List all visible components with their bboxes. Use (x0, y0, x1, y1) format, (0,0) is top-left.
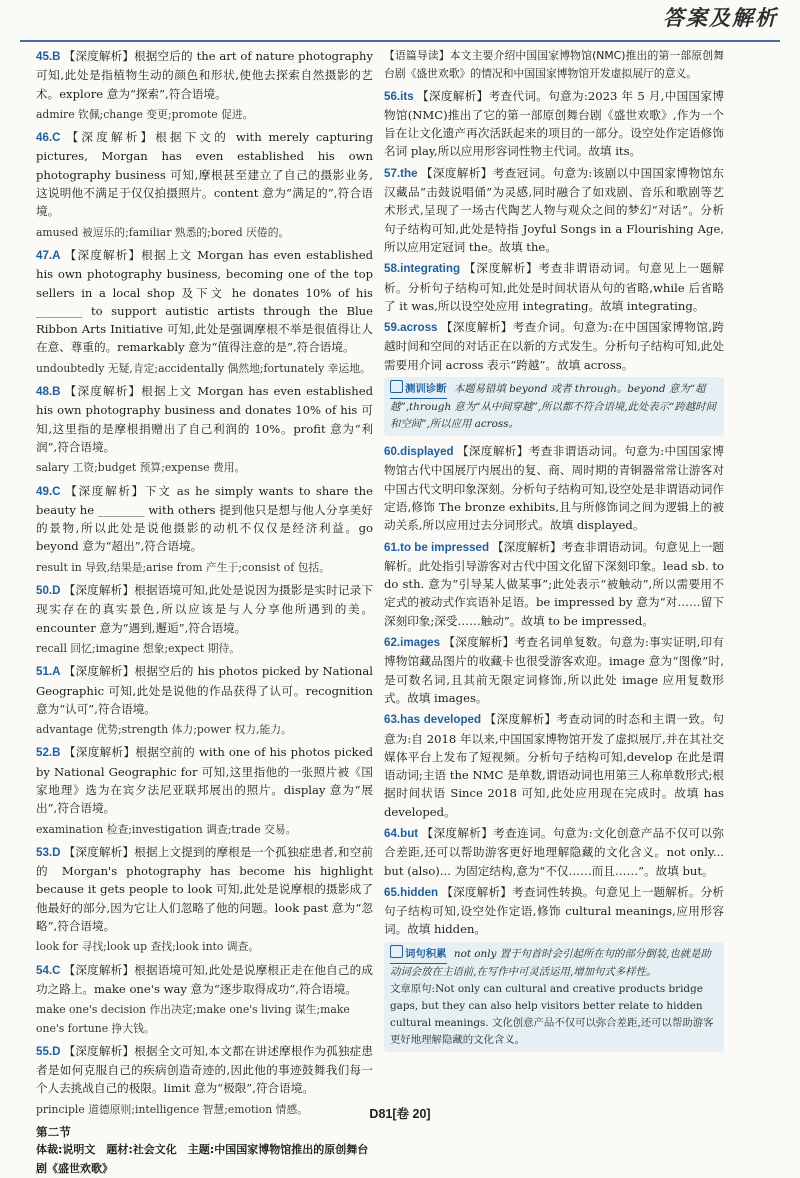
item-number: 57. (384, 166, 401, 180)
item-vocab: result in 导致,结果是;arise from 产生于;consist of 包括。 (36, 560, 331, 574)
item-vocab: admire 钦佩;change 变更;promote 促进。 (36, 107, 254, 121)
item-answer: C (52, 131, 61, 145)
left-items (36, 47, 373, 1119)
diagnosis-text: 本题易错填 beyond 或者 through。beyond 意为“超越”,through 意为“从中间穿越”,所以都不符合语境,此处表示“跨越时间和空间”,所以应用 across。 (390, 383, 716, 431)
phrase-box (384, 942, 724, 1052)
item-vocab: principle 道德原则;intelligence 智慧;emotion 情感。 (36, 1102, 309, 1116)
answer-item (384, 318, 724, 374)
item-answer: C (52, 963, 61, 977)
diagnosis-label: 测训诊断 (390, 380, 447, 399)
item-number: 55. (36, 1044, 53, 1058)
left-column (36, 47, 373, 1178)
item-answer: D (52, 1044, 61, 1058)
item-number: 63. (384, 713, 401, 727)
item-answer: its (400, 89, 414, 103)
header-title: 答案及解析 (663, 5, 778, 30)
item-vocab: make one's decision 作出决定;make one's living 谋生;make one's fortune 挣大钱。 (36, 1003, 350, 1035)
item-answer: A (52, 665, 61, 679)
item-number: 56. (384, 89, 401, 103)
header-rule (20, 40, 780, 42)
answer-item (36, 47, 373, 103)
item-vocab: undoubtedly 无疑,肯定;accidentally 偶然地;fortunately 幸运地。 (36, 361, 371, 375)
item-number: 64. (384, 826, 401, 840)
item-explanation: 【深度解析】根据上文 Morgan has even established his own photography business and donates 10% of his 可知,这里指的是摩根捐赠出了自己利润的 10%。profit 意为“利润”,符合语境。 (36, 384, 373, 454)
answer-item (36, 743, 373, 817)
item-answer: C (52, 484, 61, 498)
item-number: 61. (384, 540, 401, 554)
pencil-icon (390, 945, 403, 958)
item-number: 58. (384, 262, 401, 276)
answer-item (384, 883, 724, 939)
answer-item (36, 482, 373, 556)
item-answer: B (52, 746, 61, 760)
item-number: 52. (36, 746, 53, 760)
diagnosis-box (384, 377, 724, 436)
item-number: 62. (384, 636, 401, 650)
answer-item (36, 662, 373, 718)
item-answer: hidden (400, 885, 439, 899)
answer-item (384, 164, 724, 256)
item-explanation: 【深度解析】考查非谓语动词。句意见上一题解析。此处指引导游客对古代中国文化留下深刻印象。lead sb. to do sth. 意为“引导某人做某事”;此处表示“被触动”,所以需要用不定式的被动式作宾语补足语。be impressed by 意为“对……留下深刻印象;深受……触动”。故填 to be impressed。 (384, 539, 724, 628)
item-explanation: 【深度解析】考查代词。句意为:2023 年 5 月,中国国家博物馆(NMC)推出了它的第一部原创舞台剧《盛世欢歌》,作为一个旨在让文化遗产再次活跃起来的项目的一部分。设空处作定语修饰名词 play,所以应用形容词性物主代词。故填 its。 (384, 88, 724, 159)
item-explanation: 【深度解析】下文 as he simply wants to share the beauty he ________ with others 提到他只是想与他人分享美好的景物,所以此处是说他摄影的动机不仅仅是经济利益。go beyond 意为“超出”,符合语境。 (36, 483, 373, 554)
item-number: 59. (384, 321, 401, 335)
item-explanation: 【深度解析】考查名词单复数。句意为:事实证明,印有博物馆藏品图片的收藏卡也很受游客欢迎。image 意为“图像”时,是可数名词,且其前无限定词修饰,所以此处 image 应用复数形式。故填 images。 (384, 635, 724, 705)
item-explanation: 【深度解析】考查非谓语动词。句意为:中国国家博物馆古代中国展厅内展出的复、商、周时期的青铜器常常让游客对中国古代文明印象深刻。分析句子结构可知,设空处是非谓语动词作定语,修饰 The bronze exhibits,且与所修饰词之间为逻辑上的被动关系,所以应用过去分词形式。故填 displayed。 (384, 444, 724, 533)
item-answer: B (52, 385, 61, 399)
item-number: 53. (36, 845, 53, 859)
answer-item (384, 87, 724, 161)
section-heading: 第二节 (36, 1125, 71, 1140)
item-vocab: salary 工资;budget 预算;expense 费用。 (36, 461, 246, 475)
phrase-text: not only 置于句首时会引起所在句的部分倒装,也就是助动词会放在主语前,在写作中可灵活运用,增加句式多样性。 (390, 947, 711, 978)
answer-item (384, 442, 724, 534)
item-explanation: 【深度解析】考查连词。句意为:文化创意产品不仅可以弥合差距,还可以帮助游客更好地理解隐藏的文化含义。not only... but (also)... 为固定结构,意为“不仅……而且……”。故填 but。 (384, 825, 724, 878)
item-vocab: amused 被逗乐的;familiar 熟悉的;bored 厌倦的。 (36, 225, 290, 239)
answer-item (36, 843, 373, 935)
item-number: 54. (36, 963, 53, 977)
item-explanation: 【深度解析】考查介词。句意为:在中国国家博物馆,跨越时间和空间的对话正在以新的方式发生。分析句子结构可知,此处需要用介词 across 表示“跨越”。故填 across。 (384, 320, 724, 372)
item-answer: B (52, 50, 61, 63)
answer-item (384, 633, 724, 707)
item-explanation: 【深度解析】考查动词的时态和主谓一致。句意为:自 2018 年以来,中国国家博物馆开发了虚拟展厅,并在其社交媒体平台上发布了短视频。分析句子结构可知,develop 在此是谓语动词;主语 the NMC 是单数,谓语动词也用第三人称单数形式;根据时间状语 Since 2018 可知,此处应用现在完成时。故填 has developed。 (384, 712, 724, 819)
item-number: 51. (36, 665, 53, 679)
item-vocab: recall 回忆;imagine 想象;expect 期待。 (36, 641, 241, 655)
item-answer: integrating (400, 262, 461, 276)
item-answer: D (52, 845, 61, 859)
item-explanation: 【深度解析】根据语境可知,此处是说摩根正走在他自己的成功之路上。make one's way 意为“逐步取得成功”,符合语境。 (36, 962, 373, 996)
answer-item (384, 710, 724, 821)
item-answer: displayed (400, 445, 454, 459)
phrase-example: 文章原句:Not only can cultural and creative products bridge gaps, but they can also help visitors better relate to hidden cultural meanings. 文化创意产品不仅可以弥合差距,还可以帮助游客更好地理解隐藏的文化含义。 (390, 982, 714, 1046)
item-explanation: 【深度解析】根据空后的 his photos picked by National Geographic 可知,此处是说他的作品获得了认可。recognition 意为“认可”,符合语境。 (36, 664, 373, 716)
item-explanation: 【深度解析】根据全文可知,本文都在讲述摩根作为孤独症患者是如何克服自己的疾病创造奇迹的,因此他的事迹鼓舞我们每一个人去挑战自己的极限。limit 意为“极限”,符合语境。 (36, 1043, 373, 1096)
item-number: 49. (36, 484, 53, 498)
answer-item (36, 1042, 373, 1098)
item-number: 50. (36, 584, 53, 598)
item-explanation: 【深度解析】根据上文 Morgan has even established his own photography business, becoming one of the top sellers in a local shop 及下文 he donates 10% of his ________ to support autistic artists through the Blue Ribbon Arts Initiative 可知,此处是强调摩根不举是很值得让人在意、尊重的。remarkably 意为“值得注意的是”,符合语境。 (36, 247, 373, 355)
item-explanation: 【深度解析】考查非谓语动词。句意见上一题解析。分析句子结构可知,此处是时间状语从句的省略,while 后省略了 it was,所以设空处应用 integrating。故填 integrating。 (384, 261, 724, 313)
right-column (384, 47, 724, 1058)
item-number: 60. (384, 445, 401, 459)
answer-item (36, 581, 373, 637)
item-explanation: 【深度解析】考查冠词。句意为:该剧以中国国家博物馆东汉藏品“击鼓说唱俑”为灵感,同时融合了如戏剧、音乐和歌剧等艺术形式,呈现了一场古代陶艺人物与观众之间的梦幻“对话”。分析句子结构可知,此处是特指 Joyful Songs in a Flourishing Age,所以应用定冠词 the。故填 the。 (384, 165, 724, 254)
item-explanation: 【深度解析】根据上文提到的摩根是一个孤独症患者,和空前的 Morgan's photography has become his highlight because it gets people to look 可知,此处是说摩根的摄影成了他最好的部分,因为它让人们忽略了他的问题。look past 意为“忽略”,符合语境。 (36, 844, 373, 934)
item-explanation: 【深度解析】根据下文的 with merely capturing pictures, Morgan has even established his own photography business 可知,摩根甚至建立了自己的摄影业务,这说明他不满足于仅仅拍摄照片。content 意为“满足的”,符合语境。 (36, 130, 373, 219)
answer-item (384, 824, 724, 880)
item-explanation: 【深度解析】根据空后的 the art of nature photography 可知,此处是指植物生动的颜色和形状,使他去探索自然摄影的艺术。explore 意为“探索”,符合语境。 (36, 49, 373, 101)
pencil-icon (390, 380, 403, 393)
item-answer: across (400, 321, 438, 335)
item-explanation: 【深度解析】考查词性转换。句意见上一题解析。分析句子结构可知,设空处作定语,修饰 cultural meanings,应用形容词。故填 hidden。 (384, 884, 724, 937)
answer-item (384, 259, 724, 315)
item-vocab: examination 检查;investigation 调查;trade 交易。 (36, 822, 297, 836)
answer-item (36, 128, 373, 220)
item-answer: the (400, 166, 418, 180)
answer-item (36, 961, 373, 999)
item-answer: A (52, 248, 61, 262)
item-answer: but (400, 826, 419, 840)
item-number: 65. (384, 885, 401, 899)
item-vocab: advantage 优势;strength 体力;power 权力,能力。 (36, 723, 292, 737)
answer-item (36, 382, 373, 456)
passage-intro: 【语篇导读】本文主要介绍中国国家博物馆(NMC)推出的第一部原创舞台剧《盛世欢歌》的情况和中国国家博物馆开发虚拟展厅的意义。 (384, 49, 724, 81)
page-number: D81[卷 20] (369, 1107, 431, 1121)
section-info: 体裁:说明文 题材:社会文化 主题:中国国家博物馆推出的原创舞台剧《盛世欢歌》 (36, 1143, 369, 1175)
item-answer: D (52, 584, 61, 598)
phrase-label: 词句积累 (390, 945, 447, 964)
item-explanation: 【深度解析】根据语境可知,此处是说因为摄影是实时记录下现实存在的真实景色,所以应该是与人分享他所遇到的美。encounter 意为“遇到,邂逅”,符合语境。 (36, 583, 373, 635)
item-vocab: look for 寻找;look up 查找;look into 调查。 (36, 940, 260, 954)
item-number: 48. (36, 385, 53, 399)
item-number: 45. (36, 50, 53, 63)
item-answer: to be impressed (400, 540, 490, 554)
right-items-2 (384, 442, 724, 939)
item-answer: images (400, 636, 441, 650)
item-explanation: 【深度解析】根据空前的 with one of his photos picked by National Geographic for 可知,这里指他的一张照片被《国家地理》选为在宾夕法尼亚联邦展出的照片。display 意为“展出”,符合语境。 (36, 745, 373, 816)
item-number: 47. (36, 248, 53, 262)
right-items (384, 87, 724, 374)
answer-item (36, 246, 373, 357)
item-number: 46. (36, 131, 53, 145)
answer-item (384, 538, 724, 630)
item-answer: has developed (400, 713, 482, 727)
